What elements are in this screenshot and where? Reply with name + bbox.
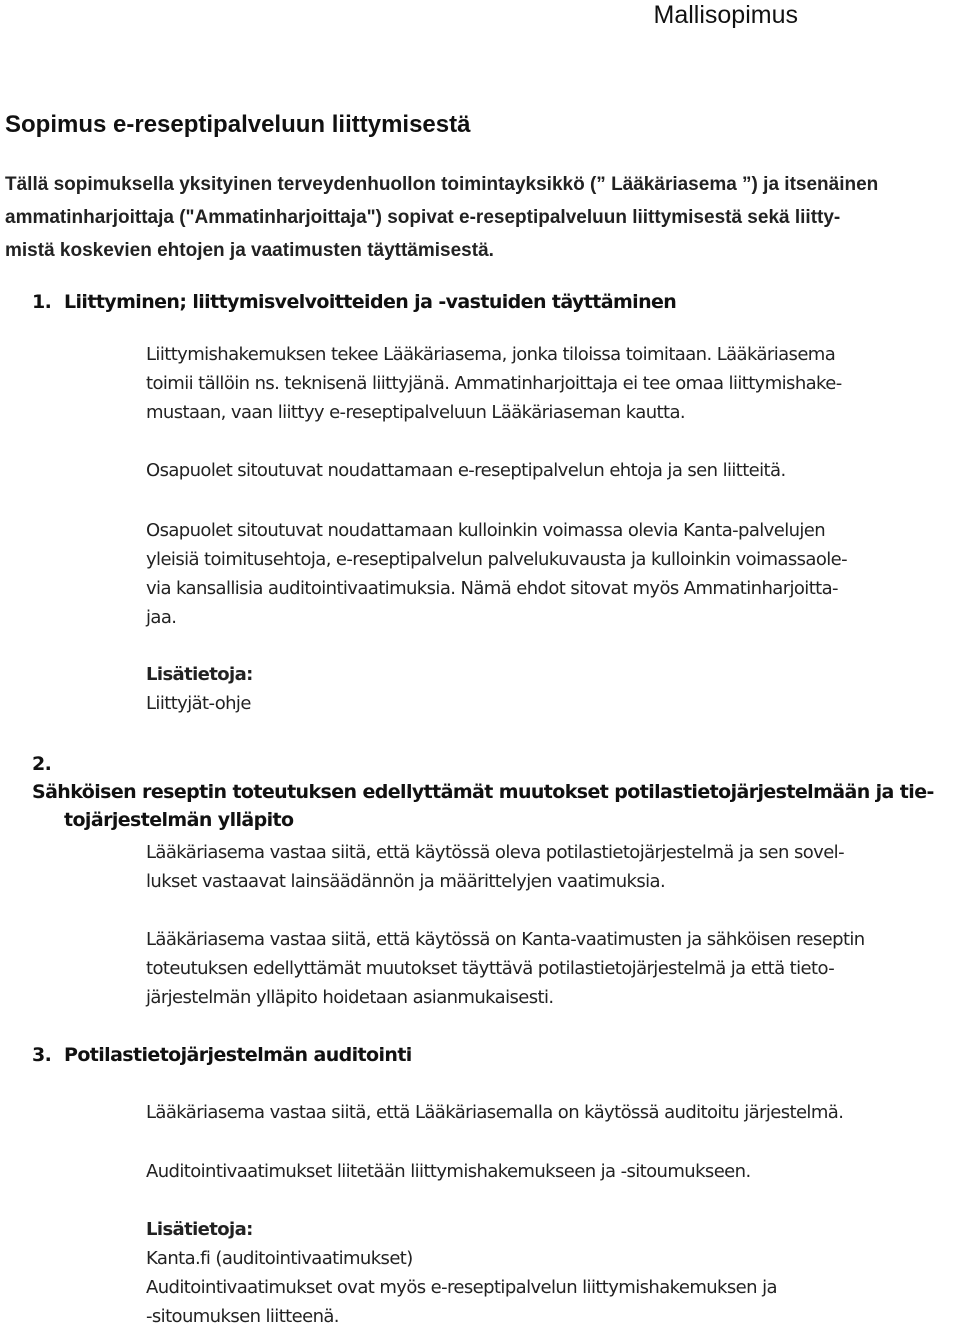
paragraph-line: yleisiä toimitusehtoja, e-reseptipalvelun palvelukuvausta ja kulloinkin voimassaole-: [146, 549, 848, 570]
section-number: 2.: [32, 753, 52, 775]
section-1-heading: [32, 288, 676, 316]
info-label: Lisätietoja:: [146, 664, 253, 685]
section-number: 1.: [32, 291, 52, 313]
paragraph-line: Lääkäriasema vastaa siitä, että Lääkäriasemalla on käytössä auditoitu järjestelmä.: [146, 1102, 844, 1123]
section-2-paragraph-2: [146, 925, 958, 1012]
section-title: Liittyminen; liittymisvelvoitteiden ja -vastuiden täyttäminen: [64, 291, 677, 313]
intro-line: ammatinharjoittaja ("Ammatinharjoittaja") sopivat e-reseptipalveluun liittymisestä sekä liitty-: [5, 207, 841, 228]
intro-line: mistä koskevien ehtojen ja vaatimusten täyttämisestä.: [5, 240, 494, 261]
section-3-info: [146, 1215, 958, 1331]
intro-line: Tällä sopimuksella yksityinen terveydenhuollon toimintayksikkö (” Lääkäriasema ”) ja itsenäinen: [5, 174, 879, 195]
paragraph-line: toimii tällöin ns. teknisenä liittyjänä. Ammatinharjoittaja ei tee omaa liittymishake-: [146, 373, 842, 394]
paragraph-line: järjestelmän ylläpito hoidetaan asianmukaisesti.: [146, 987, 554, 1008]
document-title: Sopimus e-reseptipalveluun liittymisestä: [5, 111, 471, 138]
section-3-heading: [32, 1041, 412, 1069]
info-line: Auditointivaatimukset ovat myös e-reseptipalvelun liittymishakemuksen ja: [146, 1277, 777, 1298]
section-3-paragraph-2: [146, 1157, 958, 1186]
section-1-info: [146, 660, 958, 718]
paragraph-line: via kansallisia auditointivaatimuksia. Nämä ehdot sitovat myös Ammatinharjoitta-: [146, 578, 838, 599]
paragraph-line: Osapuolet sitoutuvat noudattamaan kulloinkin voimassa olevia Kanta-palvelujen: [146, 520, 826, 541]
section-title-line: Sähköisen reseptin toteutuksen edellyttämät muutokset potilastietojärjestelmään ja tie-: [32, 781, 934, 803]
info-line: -sitoumuksen liitteenä.: [146, 1306, 339, 1327]
section-1-paragraph-1: [146, 340, 958, 427]
section-2-heading: [32, 750, 960, 834]
section-title: Potilastietojärjestelmän auditointi: [64, 1044, 412, 1066]
info-link-kanta-fi[interactable]: Kanta.fi (auditointivaatimukset): [146, 1248, 413, 1269]
section-number: 3.: [32, 1044, 52, 1066]
section-1-paragraph-2: [146, 456, 958, 485]
paragraph-line: jaa.: [146, 607, 177, 628]
paragraph-line: lukset vastaavat lainsäädännön ja määrittelyjen vaatimuksia.: [146, 871, 666, 892]
section-title-line: tojärjestelmän ylläpito: [64, 809, 294, 831]
info-link-liittyjat-ohje[interactable]: Liittyjät-ohje: [146, 693, 251, 714]
section-3-paragraph-1: [146, 1098, 958, 1127]
document-header-label: Mallisopimus: [653, 1, 798, 29]
paragraph-line: Lääkäriasema vastaa siitä, että käytössä oleva potilastietojärjestelmä ja sen sovel-: [146, 842, 844, 863]
info-label: Lisätietoja:: [146, 1219, 253, 1240]
paragraph-line: toteutuksen edellyttämät muutokset täyttävä potilastietojärjestelmä ja että tieto-: [146, 958, 835, 979]
paragraph-line: Liittymishakemuksen tekee Lääkäriasema, jonka tiloissa toimitaan. Lääkäriasema: [146, 344, 836, 365]
intro-paragraph: [5, 168, 955, 267]
paragraph-line: mustaan, vaan liittyy e-reseptipalveluun Lääkäriaseman kautta.: [146, 402, 686, 423]
section-2-paragraph-1: [146, 838, 958, 896]
paragraph-line: Auditointivaatimukset liitetään liittymishakemukseen ja -sitoumukseen.: [146, 1161, 751, 1182]
section-1-paragraph-3: [146, 516, 958, 632]
paragraph-line: Lääkäriasema vastaa siitä, että käytössä on Kanta-vaatimusten ja sähköisen reseptin: [146, 929, 865, 950]
paragraph-line: Osapuolet sitoutuvat noudattamaan e-reseptipalvelun ehtoja ja sen liitteitä.: [146, 460, 786, 481]
